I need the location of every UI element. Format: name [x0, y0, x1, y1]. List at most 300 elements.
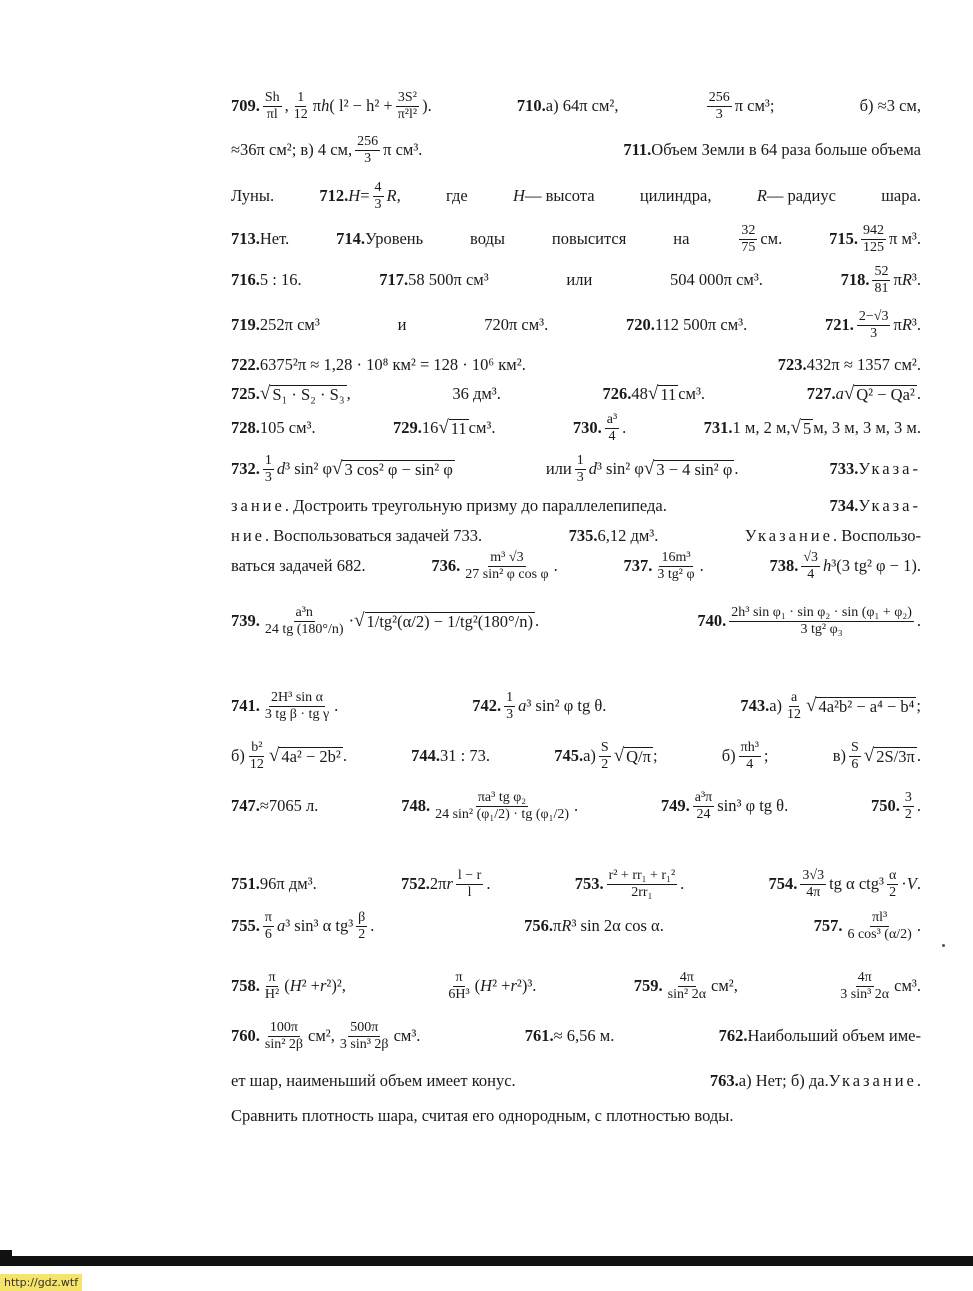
text-run: ² +: [301, 976, 320, 995]
problem-number: 760.: [231, 1026, 260, 1045]
fraction-denominator: 125: [863, 239, 885, 255]
math-variable: d: [276, 459, 286, 478]
fraction-denominator: 2: [904, 806, 912, 822]
text-run: — радиус: [766, 186, 836, 205]
text-run: ≈ 6,56 м.: [553, 1026, 615, 1045]
text-run: 5 : 16.: [259, 270, 302, 289]
problem-number: 751.: [231, 874, 260, 893]
text-run: где: [446, 186, 468, 205]
math-variable: a: [835, 384, 844, 403]
answer-segment: [446, 186, 468, 206]
answer-segment: [231, 134, 422, 167]
square-root: [791, 419, 814, 438]
problem-number: 729.: [392, 418, 422, 437]
radicand: 11: [450, 418, 467, 438]
fraction-denominator: 6: [264, 926, 272, 942]
answer-segment: [231, 910, 374, 943]
problem-number: 763.: [709, 1071, 739, 1090]
fraction: [693, 790, 714, 823]
text-run: .: [699, 556, 704, 575]
text-run: повысится: [551, 229, 627, 248]
answer-segment: [472, 690, 606, 723]
fraction-denominator: sin² 2β: [264, 1036, 304, 1052]
fraction: [263, 453, 274, 486]
text-run: .: [574, 796, 579, 815]
text-run: (: [474, 976, 481, 995]
text-run: см³.: [678, 384, 706, 403]
text-run: — высота: [524, 186, 595, 205]
math-variable: R: [901, 270, 912, 289]
text-run: ³ sin 2α cos α.: [571, 916, 664, 935]
answer-line: [231, 172, 921, 220]
fraction: [849, 740, 861, 773]
fraction: [655, 550, 696, 583]
text-run: .: [534, 611, 540, 630]
fraction-numerator: 2−√3: [858, 308, 889, 324]
fraction: [707, 90, 732, 123]
text-run: . Воспользо-: [832, 526, 921, 545]
problem-number: 711.: [623, 140, 652, 159]
answer-segment: [336, 229, 423, 249]
math-variable: r: [510, 976, 517, 995]
problem-number: 761.: [524, 1026, 554, 1045]
answer-segment: [661, 790, 788, 823]
problem-number: 728.: [231, 418, 260, 437]
problem-number: 744.: [411, 746, 441, 765]
answer-segment: [525, 1026, 615, 1046]
text-run: ³ sin³ α tg³: [285, 916, 354, 935]
problem-number: 747.: [231, 796, 260, 815]
text-run: ваться задачей 682.: [231, 556, 366, 575]
fraction-numerator: πa³ tg φ₂: [477, 789, 527, 805]
problem-number: 756.: [524, 916, 554, 935]
problem-number: 754.: [768, 874, 798, 893]
fraction-denominator: 3 tg² φ: [657, 566, 695, 582]
text-run: 720π см³.: [484, 315, 549, 334]
problem-number: 736.: [431, 556, 461, 575]
answer-segment: [833, 740, 921, 773]
radicand: 4a² − 2b²: [281, 746, 341, 766]
emphasis-word: Указа-: [858, 496, 921, 515]
square-root: [648, 385, 678, 404]
text-run: .: [334, 696, 339, 715]
fraction-denominator: 3 tg β · tg γ: [264, 706, 330, 722]
square-root: [438, 419, 468, 438]
fraction-denominator: π²l²: [397, 106, 418, 122]
answer-segment: [231, 605, 539, 638]
fraction-numerator: S: [600, 739, 609, 755]
text-run: 252π см³: [259, 315, 320, 334]
text-run: см²,: [308, 1026, 335, 1045]
fraction-denominator: 6H³: [448, 986, 470, 1002]
answer-segment: [524, 916, 664, 936]
text-run: .: [916, 1071, 921, 1090]
problem-number: 748.: [401, 796, 431, 815]
text-run: ³.: [911, 270, 921, 289]
fraction-denominator: l: [467, 884, 472, 900]
fraction-numerator: 500π: [350, 1019, 379, 1035]
page-bottom-rule: [0, 1256, 973, 1266]
watermark-link[interactable]: http://gdz.wtf: [0, 1274, 82, 1291]
fraction: [801, 550, 820, 583]
text-run: Уровень: [365, 229, 424, 248]
text-run: ;: [916, 696, 921, 715]
radical-sign: √: [438, 417, 449, 438]
text-run: шара.: [881, 186, 921, 205]
problem-number: 719.: [231, 315, 260, 334]
text-run: Нет.: [259, 229, 290, 248]
problem-number: 750.: [870, 796, 900, 815]
text-run: ³ sin² φ tg θ.: [526, 696, 607, 715]
math-variable: a: [276, 916, 286, 935]
answer-segment: [554, 740, 657, 773]
fraction-numerator: 2H³ sin α: [271, 689, 323, 705]
problem-number: 762.: [718, 1026, 748, 1045]
answer-segment: [401, 790, 578, 823]
answer-segment: [452, 384, 501, 404]
radical-sign: √: [863, 745, 875, 766]
fraction-denominator: 4: [807, 566, 815, 582]
problem-number: 757.: [813, 916, 843, 935]
text-run: ² +: [492, 976, 511, 995]
fraction: [248, 740, 266, 773]
fraction-numerator: 4: [374, 179, 382, 195]
problem-number: 716.: [231, 270, 260, 289]
radicand: 4a²b² − a⁴ − b⁴: [818, 696, 915, 716]
text-run: π: [312, 96, 322, 115]
answer-segment: [231, 453, 455, 486]
fraction-denominator: 6: [851, 756, 859, 772]
fraction-numerator: a³π: [694, 789, 713, 805]
answer-segment: [719, 1026, 921, 1046]
text-run: π: [893, 315, 902, 334]
text-run: воды: [470, 229, 505, 248]
radicand: 3 cos² φ − sin² φ: [344, 459, 453, 479]
answer-segment: [871, 790, 921, 823]
answer-segment: [513, 186, 595, 206]
fraction-numerator: m³ √3: [490, 549, 524, 565]
fraction: [263, 1020, 305, 1053]
answer-segment: [697, 605, 921, 638]
problem-number: 742.: [472, 696, 502, 715]
text-run: ≈7065 л.: [259, 796, 319, 815]
text-run: см.: [760, 229, 783, 248]
answer-segment: [841, 264, 921, 297]
problem-number: 730.: [572, 418, 602, 437]
answer-segment: [231, 1071, 516, 1091]
radicand: 5: [802, 418, 812, 438]
text-run: π м³.: [889, 229, 921, 248]
answer-segment: [546, 453, 739, 486]
problem-number: 710.: [516, 96, 546, 115]
radical-sign: √: [790, 417, 801, 438]
radical-sign: √: [259, 383, 271, 404]
fraction-numerator: l − r: [457, 867, 482, 883]
text-run: на: [673, 229, 690, 248]
radicand: 2S/3π: [876, 746, 915, 766]
text-run: см³.: [894, 976, 921, 995]
fraction-numerator: √3: [803, 549, 819, 565]
fraction-numerator: πh³: [740, 739, 759, 755]
text-run: ³ sin² φ: [596, 459, 644, 478]
text-run: 36 дм³.: [452, 384, 501, 403]
problem-number: 732.: [231, 459, 260, 478]
text-run: а): [583, 746, 596, 765]
text-run: 31 : 73.: [440, 746, 491, 765]
answer-segment: [626, 315, 747, 335]
radical-sign: √: [332, 458, 343, 479]
fraction: [355, 134, 380, 167]
fraction-denominator: 3 tg² φ₃: [800, 621, 843, 637]
radical-sign: √: [806, 695, 817, 716]
answer-segment: [393, 418, 496, 438]
fraction-denominator: 3: [870, 325, 878, 341]
problem-number: 737.: [623, 556, 653, 575]
answer-segment: [670, 270, 763, 290]
fraction: [433, 790, 571, 823]
fraction-denominator: 3: [364, 150, 372, 166]
text-run: .: [734, 459, 739, 478]
problem-number: 712.: [319, 186, 349, 205]
problem-number: 715.: [829, 229, 859, 248]
fraction-numerator: 4π: [857, 969, 872, 985]
answer-segment: [231, 556, 366, 576]
answer-segment: [231, 384, 351, 404]
problem-number: 709.: [231, 96, 260, 115]
answer-segment: [860, 96, 921, 116]
fraction-numerator: 3√3: [802, 867, 825, 883]
fraction-numerator: r² + rr₁ + r₁²: [608, 867, 676, 883]
square-root: [844, 385, 917, 404]
fraction-denominator: 3: [715, 106, 723, 122]
fraction: [504, 690, 515, 723]
fraction-denominator: 4π: [806, 884, 821, 900]
fraction-numerator: Sh: [264, 89, 280, 105]
answer-segment: [757, 186, 836, 206]
radicand: Q² − Qa²: [856, 384, 915, 404]
square-root: [354, 612, 535, 631]
fraction: [800, 868, 826, 901]
fraction-numerator: 16m³: [661, 549, 691, 565]
answer-segment: [825, 309, 921, 342]
text-run: ³.: [911, 315, 921, 334]
answer-segment: [470, 229, 505, 249]
radical-sign: √: [613, 745, 625, 766]
fraction-denominator: πl: [266, 106, 278, 122]
math-variable: a: [518, 696, 527, 715]
square-root: [332, 460, 455, 479]
emphasis-word: Указа-: [858, 459, 921, 478]
answer-line: [231, 82, 921, 130]
radical-sign: √: [354, 610, 365, 631]
text-run: Сравнить плотность шара, считая его однородным, с плотностью воды.: [231, 1106, 734, 1125]
answer-line: [231, 962, 921, 1010]
answer-line: [231, 860, 921, 908]
fraction-denominator: H²: [264, 986, 280, 1002]
text-run: см³.: [468, 418, 496, 437]
math-variable: h: [823, 556, 832, 575]
emphasis-word: Указание: [744, 526, 833, 545]
answer-segment: [704, 90, 775, 123]
radicand: 3 − 4 sin² φ: [656, 459, 733, 479]
problem-number: 755.: [231, 916, 260, 935]
fraction: [607, 868, 678, 901]
text-run: 6,12 дм³.: [597, 526, 659, 545]
fraction-denominator: 3 sin³ 2α: [840, 986, 890, 1002]
text-run: 1 м, 2 м,: [732, 418, 791, 437]
text-run: ).: [422, 96, 432, 115]
fraction: [845, 910, 913, 943]
problem-number: 739.: [231, 611, 260, 630]
fraction: [263, 690, 331, 723]
math-variable: V: [906, 874, 917, 893]
fraction-numerator: 1: [297, 89, 305, 105]
answer-segment: [769, 868, 921, 901]
problem-number: 758.: [231, 976, 260, 995]
fraction: [872, 264, 890, 297]
answer-segment: [517, 96, 619, 116]
text-run: 16: [421, 418, 439, 437]
problem-number: 714.: [336, 229, 366, 248]
answer-segment: [379, 270, 488, 290]
fraction: [463, 550, 550, 583]
fraction-denominator: 24: [696, 806, 711, 822]
fraction-numerator: S: [851, 739, 859, 755]
answer-segment: [769, 550, 920, 583]
answer-segment: [398, 315, 407, 335]
problem-number: 749.: [660, 796, 690, 815]
text-run: ;: [652, 746, 658, 765]
text-run: ,: [396, 186, 401, 205]
answer-segment: [829, 459, 921, 479]
answer-line: [231, 126, 921, 174]
emphasis-word: зание: [231, 496, 285, 515]
math-variable: H: [348, 186, 361, 205]
answer-line: [231, 597, 921, 645]
fraction-denominator: 3: [374, 196, 382, 212]
text-run: см³.: [393, 1026, 421, 1045]
text-run: (: [284, 976, 290, 995]
answer-line: [231, 542, 921, 590]
fraction: [292, 90, 310, 123]
fraction: [739, 740, 761, 773]
problem-number: 727.: [806, 384, 836, 403]
fraction-denominator: 75: [741, 239, 756, 255]
text-run: .: [486, 874, 491, 893]
text-run: .: [680, 874, 685, 893]
problem-number: 738.: [769, 556, 799, 575]
text-run: или: [566, 270, 593, 289]
text-run: ,: [346, 384, 351, 403]
problem-number: 759.: [633, 976, 663, 995]
fraction-numerator: 256: [357, 133, 379, 149]
problem-number: 722.: [231, 355, 260, 374]
fraction: [739, 223, 757, 256]
problem-number: 726.: [602, 384, 632, 403]
text-run: 48: [631, 384, 648, 403]
text-run: 2π: [429, 874, 447, 893]
answer-segment: [566, 270, 592, 290]
text-run: 58 500π см³: [408, 270, 489, 289]
answer-segment: [231, 186, 274, 206]
answer-segment: [231, 270, 302, 290]
text-run: а) 64π см²,: [545, 96, 619, 115]
answer-segment: [634, 970, 738, 1003]
text-run: π: [893, 270, 902, 289]
answer-segment: [231, 418, 316, 438]
fraction-numerator: 1: [576, 452, 584, 468]
fraction: [263, 970, 281, 1003]
fraction: [356, 910, 367, 943]
answer-segment: [401, 868, 490, 901]
fraction-denominator: 2: [889, 884, 897, 900]
text-run: Наибольший объем име-: [747, 1026, 921, 1045]
text-run: .: [553, 556, 558, 575]
radical-sign: √: [843, 383, 855, 404]
answer-segment: [231, 90, 432, 123]
answer-segment: [231, 740, 347, 773]
fraction-numerator: 52: [874, 263, 889, 279]
problem-number: 717.: [379, 270, 409, 289]
answer-segment: [231, 315, 320, 335]
text-run: Объем Земли в 64 раза больше объема: [651, 140, 921, 159]
text-run: tg α ctg³: [829, 874, 884, 893]
fraction: [575, 453, 586, 486]
problem-number: 735.: [568, 526, 598, 545]
fraction: [605, 412, 619, 445]
square-root: [644, 460, 734, 479]
fraction-denominator: 3: [576, 469, 584, 485]
fraction-numerator: π: [264, 909, 272, 925]
answer-segment: [673, 229, 689, 249]
math-variable: R: [386, 186, 397, 205]
text-run: ²)³.: [516, 976, 537, 995]
fraction: [263, 910, 274, 943]
text-run: ;: [763, 746, 769, 765]
problem-number: 720.: [626, 315, 655, 334]
answer-segment: [814, 910, 921, 943]
fraction-denominator: 2: [601, 756, 609, 772]
answer-segment: [575, 868, 685, 901]
math-variable: d: [588, 459, 597, 478]
fraction: [666, 970, 708, 1003]
text-run: 432π ≈ 1357 см².: [806, 355, 921, 374]
text-run: ·: [901, 874, 907, 893]
answer-line: [231, 256, 921, 304]
text-run: .: [916, 796, 921, 815]
text-run: ,: [284, 96, 289, 115]
fraction-denominator: 6 cos³ (α/2): [847, 926, 912, 942]
problem-number: 741.: [231, 696, 260, 715]
fraction: [338, 1020, 391, 1053]
text-run: .: [370, 916, 375, 935]
fraction: [263, 90, 282, 123]
fraction: [456, 868, 483, 901]
answer-segment: [624, 550, 704, 583]
answer-segment: [484, 315, 548, 335]
math-variable: r: [320, 976, 327, 995]
text-run: .: [916, 746, 921, 765]
problem-number: 721.: [825, 315, 854, 334]
answer-segment: [722, 740, 769, 773]
text-run: =: [360, 186, 370, 205]
fraction-denominator: 24 sin² (φ₁/2) · tg (φ₁/2): [435, 806, 569, 822]
answer-segment: [603, 384, 706, 404]
text-run: 112 500π см³.: [654, 315, 748, 334]
scan-speck: [942, 944, 945, 947]
text-run: 6375²π ≈ 1,28 · 10⁸ км² = 128 · 10⁶ км².: [259, 355, 526, 374]
fraction: [446, 970, 471, 1003]
